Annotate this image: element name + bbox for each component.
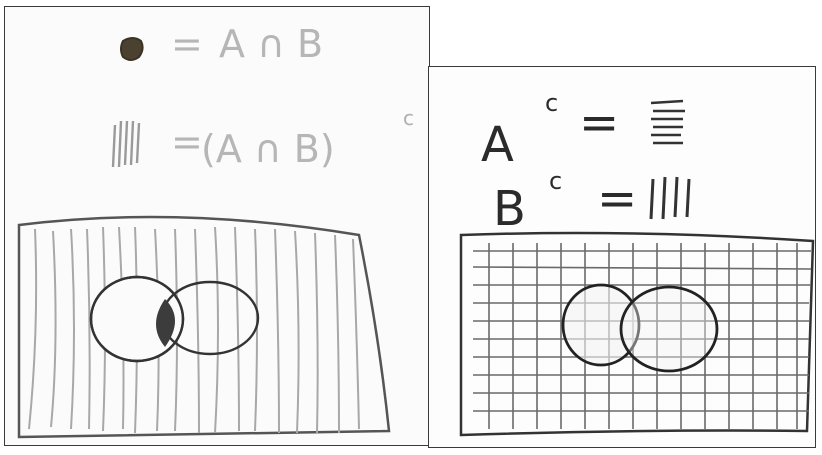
right-eq2-op: = xyxy=(597,171,638,227)
left-eq1-op: = xyxy=(171,22,203,66)
right-eq2-superscript: c xyxy=(549,167,563,195)
left-eq2 xyxy=(113,106,414,171)
right-eq1 xyxy=(481,89,685,173)
set-b-circle xyxy=(621,287,717,371)
left-sheet-drawing xyxy=(5,7,430,446)
left-sheet xyxy=(4,6,430,446)
right-eq1-lhs: A xyxy=(481,117,514,173)
left-eq2-rhs: (A ∩ B) xyxy=(201,127,335,171)
shaded-black-icon xyxy=(121,38,143,60)
right-sheet-drawing xyxy=(429,67,816,448)
right-venn xyxy=(461,233,813,435)
left-eq1-rhs: A ∩ B xyxy=(219,22,324,66)
complement-shading xyxy=(29,227,359,433)
left-eq2-op: = xyxy=(171,120,203,164)
vertical-lines-icon xyxy=(651,177,689,219)
left-eq1 xyxy=(121,22,323,66)
left-venn xyxy=(19,217,389,437)
right-eq1-op: = xyxy=(579,95,620,151)
horizontal-lines-icon xyxy=(651,101,685,143)
right-eq2 xyxy=(493,167,689,237)
left-eq2-superscript: c xyxy=(403,106,414,130)
vertical-lines-icon xyxy=(113,121,139,167)
right-eq2-lhs: B xyxy=(493,181,526,237)
right-sheet xyxy=(428,66,816,448)
right-eq1-superscript: c xyxy=(545,89,559,117)
